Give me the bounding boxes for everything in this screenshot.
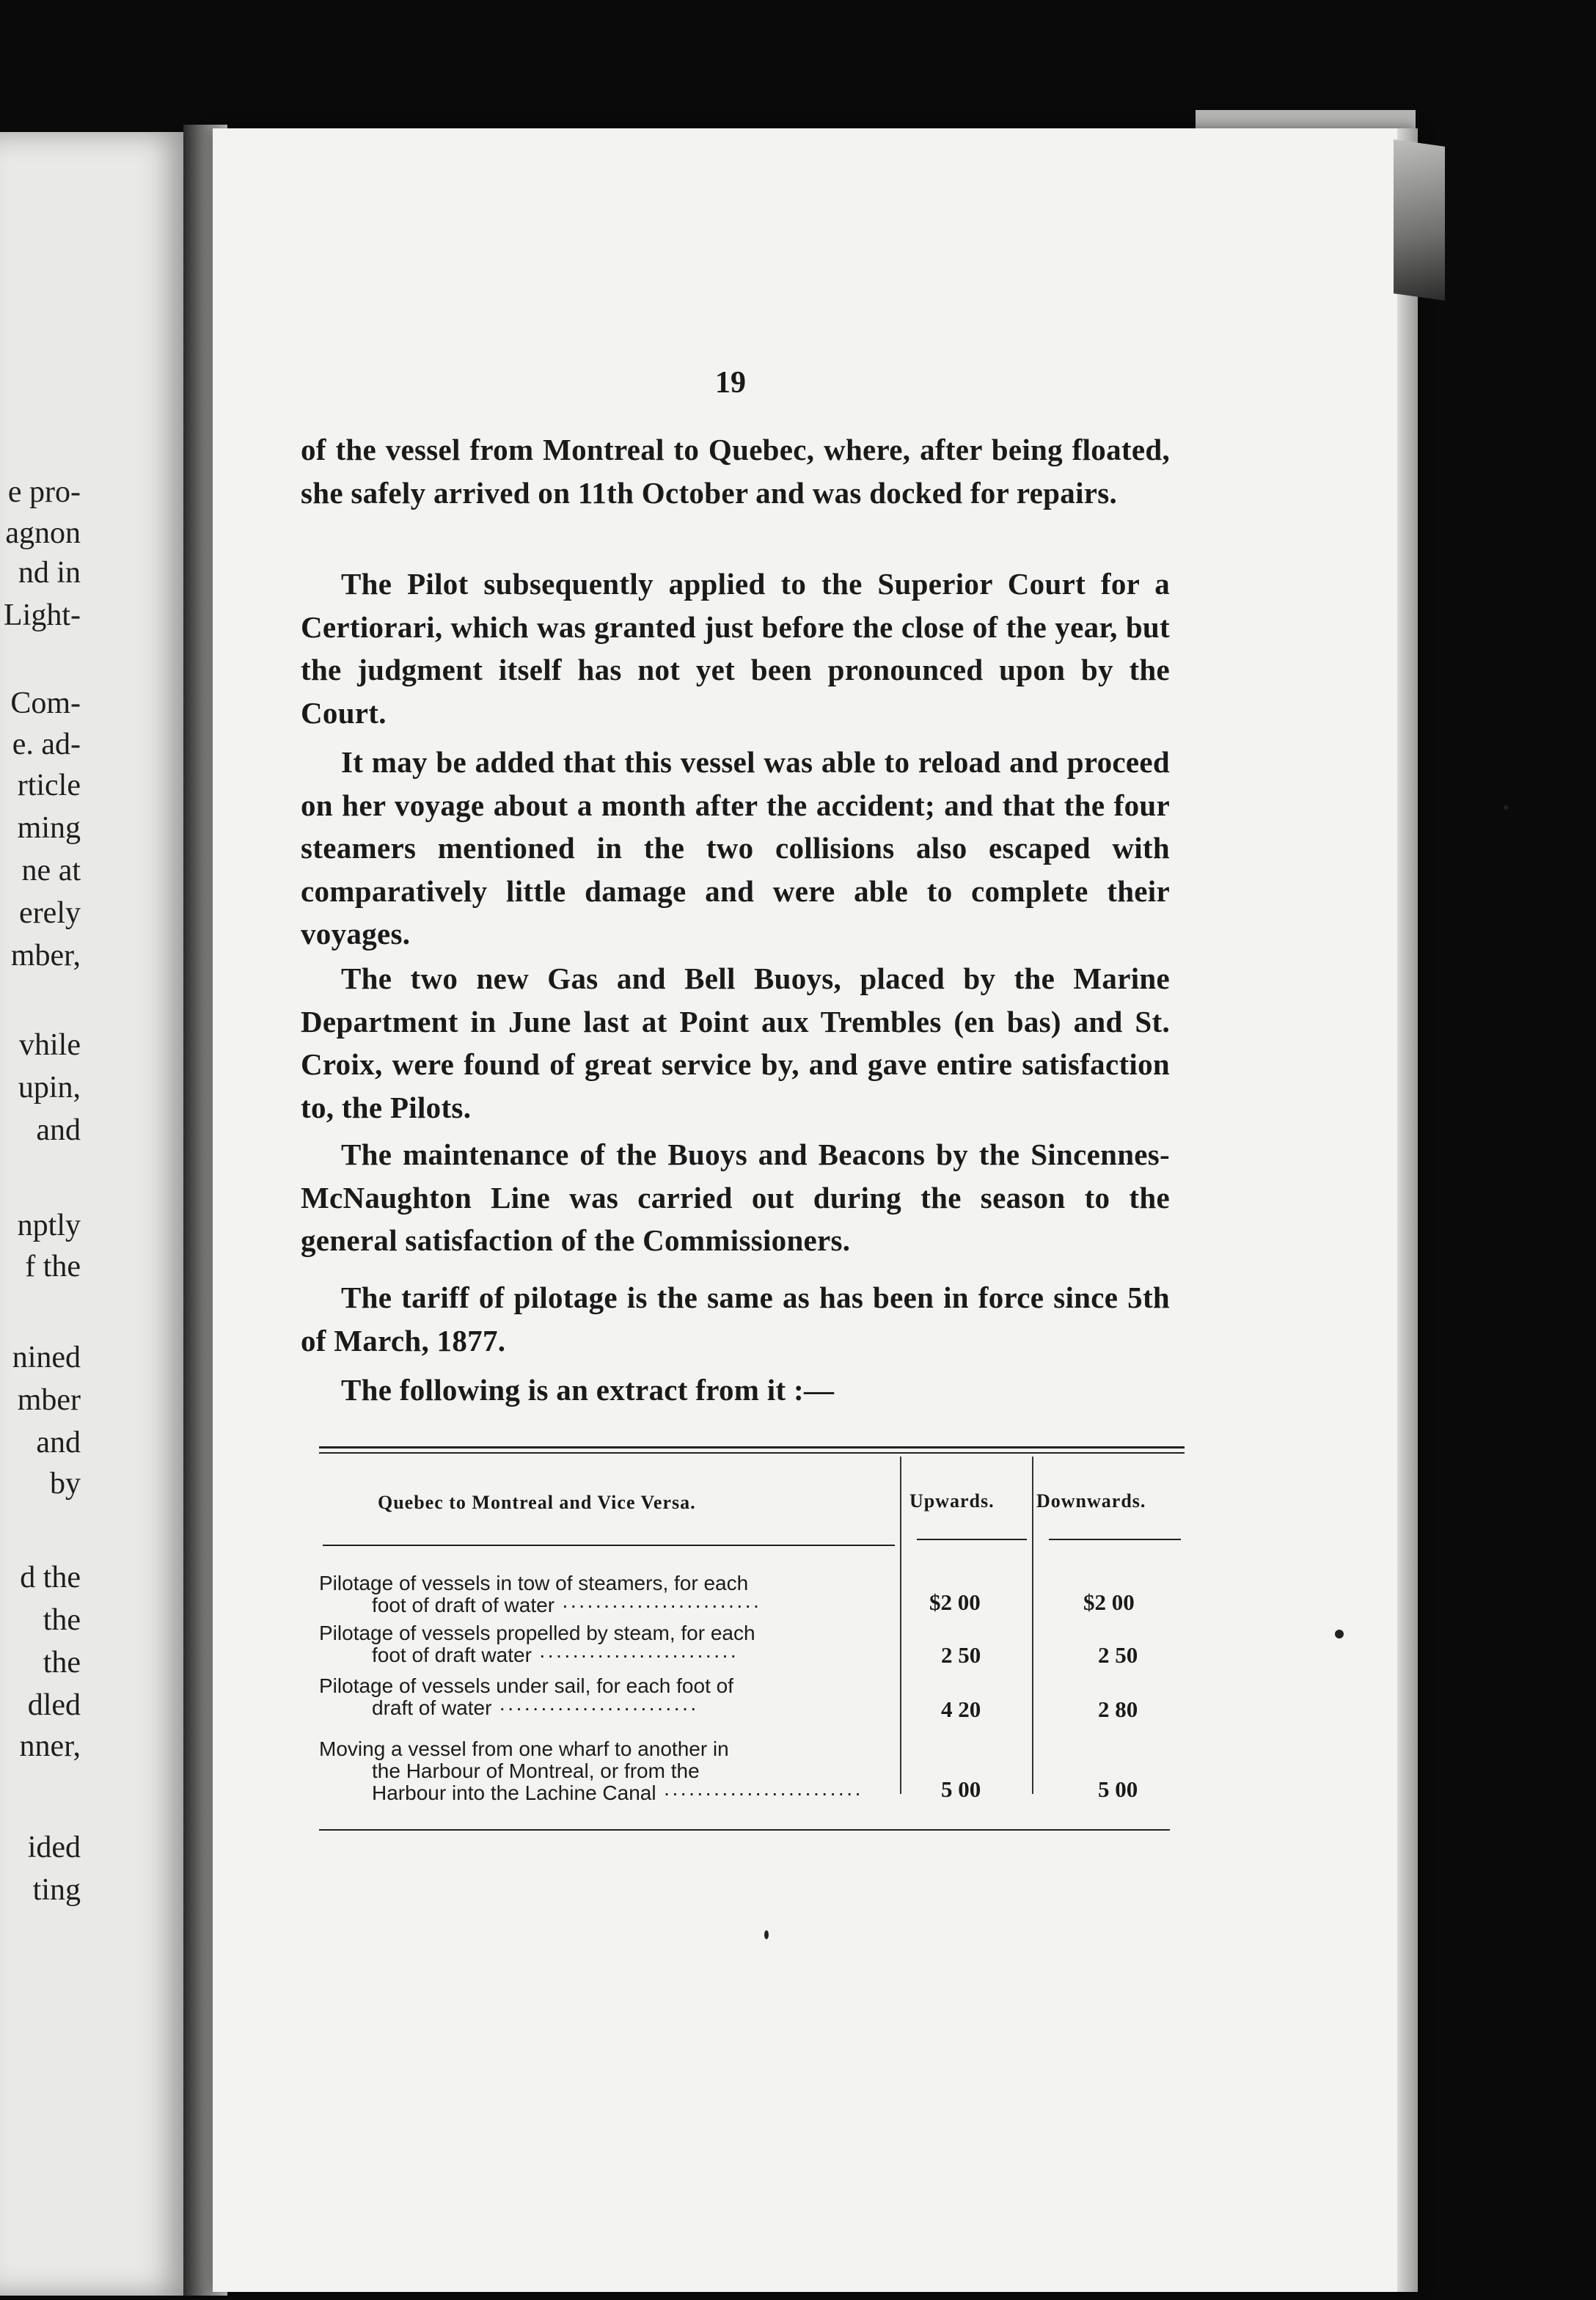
- table-top-rule: [319, 1452, 1185, 1454]
- row-downwards: 2 80: [1098, 1696, 1138, 1722]
- row-text: Pilotage of vessels in tow of steamers, for each: [319, 1572, 749, 1594]
- row-upwards: 4 20: [941, 1696, 981, 1722]
- facing-page-fragment: ne at: [21, 854, 81, 887]
- facing-page-fragment: rticle: [17, 769, 81, 802]
- column-divider: [1032, 1457, 1033, 1794]
- facing-page-fragment: dled: [27, 1688, 81, 1722]
- table-row: [319, 1675, 891, 1719]
- facing-page-fragment: f the: [25, 1250, 81, 1283]
- table-row: [319, 1572, 891, 1616]
- facing-page-fragment: Com-: [10, 686, 81, 720]
- row-downwards: $2 00: [1083, 1589, 1135, 1615]
- row-upwards: 2 50: [941, 1642, 981, 1668]
- header-rule: [917, 1539, 1027, 1540]
- paragraph: [301, 428, 1170, 514]
- row-upwards: 5 00: [941, 1776, 981, 1802]
- facing-page-fragment: mber: [17, 1383, 81, 1417]
- paragraph: [301, 957, 1170, 1129]
- header-rule: [323, 1545, 895, 1546]
- facing-page-fragment: the: [43, 1603, 81, 1637]
- paragraph-text: The Pilot subsequently applied to the Superior Court for a Certiorari, which was granted just before the close of the year, but the judgment itself has not yet been pronounced upon by the Court.: [301, 567, 1170, 730]
- facing-page-fragment: nner,: [19, 1729, 81, 1763]
- row-text: foot of draft water ·····: [319, 1644, 891, 1666]
- row-upwards: $2 00: [929, 1589, 981, 1615]
- page-edge: [1397, 128, 1418, 2292]
- tariff-table: [319, 1439, 1185, 1850]
- facing-page-fragment: nd in: [18, 556, 81, 590]
- row-downwards: 5 00: [1098, 1776, 1138, 1802]
- header-rule: [1049, 1539, 1181, 1540]
- facing-page-fragment: nined: [12, 1341, 81, 1374]
- row-text: Pilotage of vessels under sail, for each foot of: [319, 1674, 733, 1697]
- paragraph-text: of the vessel from Montreal to Quebec, where, after being floated, she safely arrived on 11th October and was docked for repairs.: [301, 433, 1170, 510]
- header-upwards: Upwards.: [909, 1490, 995, 1512]
- facing-page-fragment: e pro-: [7, 475, 81, 509]
- facing-page-fragment: agnon: [5, 516, 81, 550]
- facing-page-fragment: ming: [17, 811, 81, 845]
- facing-page-fragment: d the: [20, 1561, 81, 1594]
- row-text: Harbour into the Lachine Canal ·····: [319, 1782, 891, 1804]
- facing-page-fragment: Light-: [4, 598, 81, 632]
- header-downwards: Downwards.: [1036, 1490, 1146, 1512]
- row-text: draft of water ·····: [319, 1697, 891, 1719]
- ink-speck: [764, 1930, 769, 1939]
- facing-page-text: [0, 132, 81, 2296]
- facing-page-fragment: mber,: [10, 939, 81, 973]
- paragraph: [301, 563, 1170, 734]
- facing-page-fragment: nptly: [17, 1209, 81, 1242]
- ink-speck: [1335, 1630, 1344, 1638]
- page-number: 19: [715, 366, 746, 400]
- paragraph-text: The following is an extract from it :—: [341, 1373, 835, 1407]
- facing-page-fragment: upin,: [18, 1071, 81, 1105]
- row-text: foot of draft of water ·····: [319, 1594, 891, 1616]
- facing-page-fragment: e. ad-: [12, 728, 81, 761]
- paragraph: [301, 1276, 1170, 1362]
- row-downwards: 2 50: [1098, 1642, 1138, 1668]
- paragraph: [301, 1133, 1170, 1262]
- facing-page-fragment: vhile: [19, 1028, 81, 1062]
- facing-page-fragment: ided: [27, 1831, 81, 1864]
- facing-page-fragment: the: [43, 1646, 81, 1680]
- ink-speck: [1504, 805, 1508, 810]
- paragraph: [301, 1369, 1170, 1412]
- facing-page-fragment: and: [36, 1426, 81, 1460]
- table-bottom-rule: [319, 1829, 1170, 1831]
- facing-page-fragment: erely: [19, 896, 81, 930]
- page-corner: [1394, 139, 1445, 301]
- table-top-rule: [319, 1446, 1185, 1449]
- paragraph-text: The maintenance of the Buoys and Beacons by the Sincennes-McNaughton Line was carried out during the season to the general satisfaction of the Commissioners.: [301, 1138, 1170, 1257]
- row-text: the Harbour of Montreal, or from the: [372, 1759, 700, 1782]
- table-row: [319, 1622, 891, 1666]
- header-route: Quebec to Montreal and Vice Versa.: [378, 1492, 696, 1513]
- paragraph-text: The two new Gas and Bell Buoys, placed by the Marine Department in June last at Point aux Trembles (en bas) and St. Croix, were found of great service by, and gave entire satisfaction to, the Pilots.: [301, 962, 1170, 1124]
- column-divider: [900, 1457, 901, 1794]
- facing-page-fragment: and: [36, 1113, 81, 1147]
- paragraph-text: The tariff of pilotage is the same as has been in force since 5th of March, 1877.: [301, 1281, 1170, 1358]
- paragraph-text: It may be added that this vessel was able to reload and proceed on her voyage about a month after the accident; and that the four steamers mentioned in the two collisions also escaped with comparatively little damage and were able to complete their voyages.: [301, 745, 1170, 951]
- row-text: Moving a vessel from one wharf to another in: [319, 1737, 729, 1760]
- row-text: Pilotage of vessels propelled by steam, for each: [319, 1622, 755, 1644]
- table-row: [319, 1738, 891, 1804]
- facing-page: [0, 132, 192, 2296]
- paragraph: [301, 741, 1170, 956]
- facing-page-fragment: ting: [32, 1873, 81, 1907]
- facing-page-fragment: by: [50, 1467, 81, 1501]
